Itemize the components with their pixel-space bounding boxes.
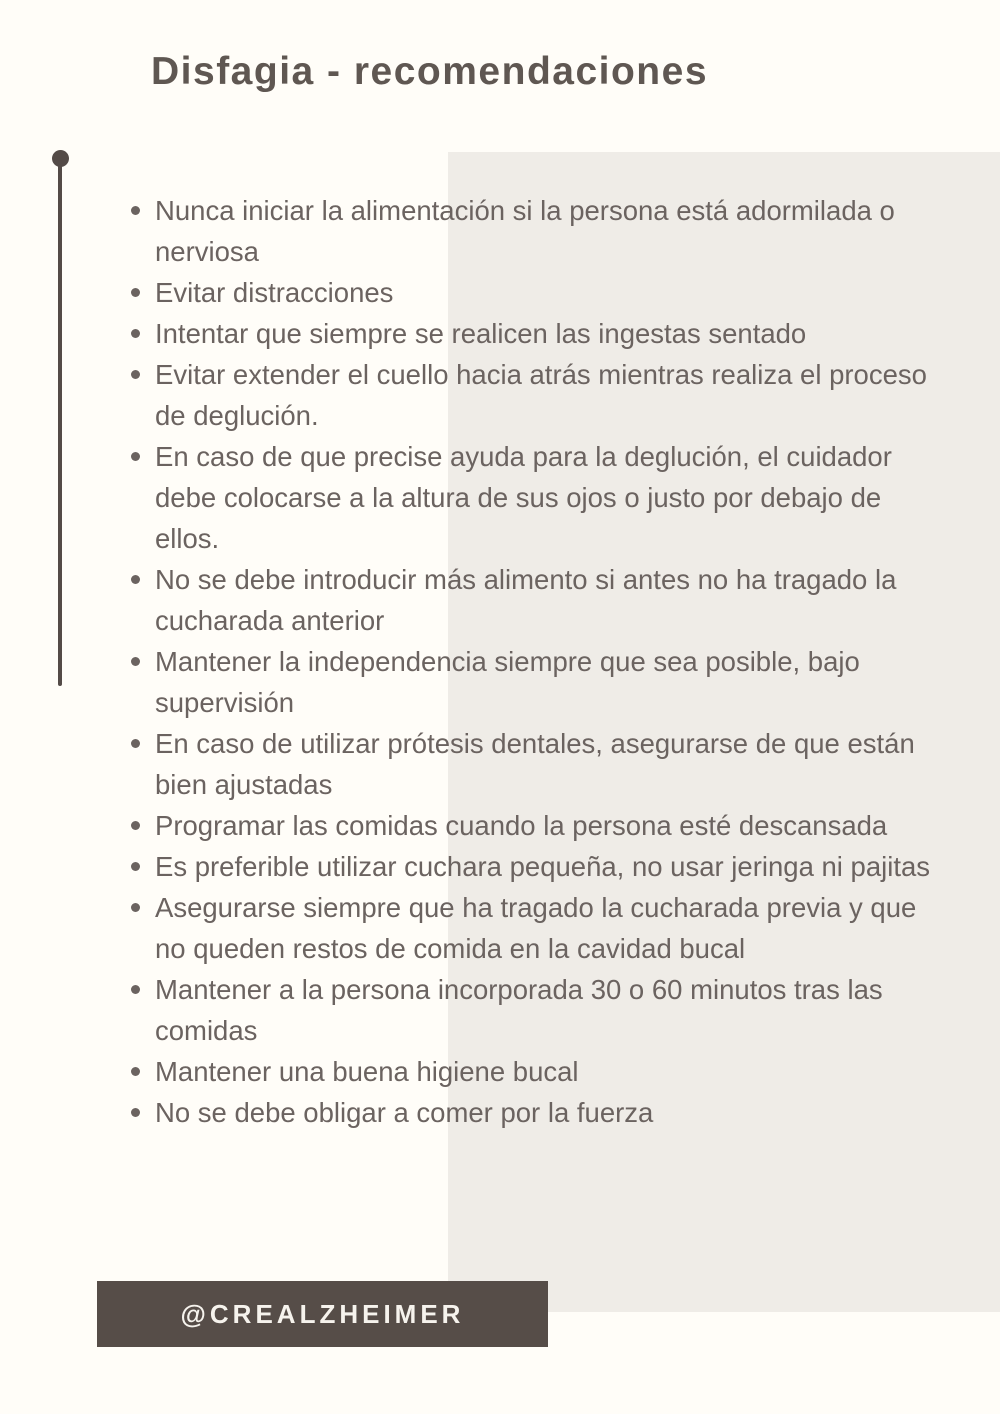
list-item	[131, 190, 951, 272]
list-item	[131, 887, 951, 969]
list-item-text: No se debe introducir más alimento si antes no ha tragado la cucharada anterior	[155, 564, 897, 636]
list-item	[131, 723, 951, 805]
bullet-icon	[131, 739, 140, 748]
bullet-icon	[131, 206, 140, 215]
bullet-icon	[131, 452, 140, 461]
credit-badge	[97, 1281, 548, 1347]
list-item	[131, 272, 951, 313]
bullet-icon	[131, 903, 140, 912]
list-item	[131, 641, 951, 723]
list-item-text: Asegurarse siempre que ha tragado la cucharada previa y que no queden restos de comida en la cavidad bucal	[155, 892, 917, 964]
bullet-icon	[131, 288, 140, 297]
list-item-text: Evitar distracciones	[155, 277, 394, 308]
list-item-text: Intentar que siempre se realicen las ingestas sentado	[155, 318, 807, 349]
list-item	[131, 559, 951, 641]
bullet-icon	[131, 575, 140, 584]
bullet-icon	[131, 985, 140, 994]
list-item	[131, 1092, 951, 1133]
bullet-icon	[131, 862, 140, 871]
list-item-text: Evitar extender el cuello hacia atrás mientras realiza el proceso de deglución.	[155, 359, 927, 431]
bullet-icon	[131, 657, 140, 666]
timeline-line	[58, 160, 62, 686]
list-item-text: Mantener una buena higiene bucal	[155, 1056, 579, 1087]
list-item-text: En caso de que precise ayuda para la deglución, el cuidador debe colocarse a la altura de sus ojos o justo por debajo de ellos.	[155, 441, 892, 554]
list-item-text: Nunca iniciar la alimentación si la persona está adormilada o nerviosa	[155, 195, 895, 267]
list-item	[131, 805, 951, 846]
page-title: Disfagia - recomendaciones	[151, 50, 709, 93]
bullet-icon	[131, 821, 140, 830]
bullet-icon	[131, 1067, 140, 1076]
list-item-text: Mantener la independencia siempre que sea posible, bajo supervisión	[155, 646, 860, 718]
list-item-text: Mantener a la persona incorporada 30 o 60 minutos tras las comidas	[155, 974, 883, 1046]
list-item	[131, 846, 951, 887]
bullet-icon	[131, 329, 140, 338]
recommendations-list	[131, 190, 951, 1133]
list-item-text: Es preferible utilizar cuchara pequeña, no usar jeringa ni pajitas	[155, 851, 931, 882]
list-item	[131, 436, 951, 559]
credit-badge-label: @CREALZHEIMER	[180, 1298, 465, 1329]
list-item	[131, 969, 951, 1051]
list-item	[131, 1051, 951, 1092]
bullet-icon	[131, 1108, 140, 1117]
list-item	[131, 313, 951, 354]
list-item-text: No se debe obligar a comer por la fuerza	[155, 1097, 654, 1128]
list-item-text: En caso de utilizar prótesis dentales, asegurarse de que están bien ajustadas	[155, 728, 915, 800]
list-item	[131, 354, 951, 436]
bullet-icon	[131, 370, 140, 379]
list-item-text: Programar las comidas cuando la persona esté descansada	[155, 810, 888, 841]
